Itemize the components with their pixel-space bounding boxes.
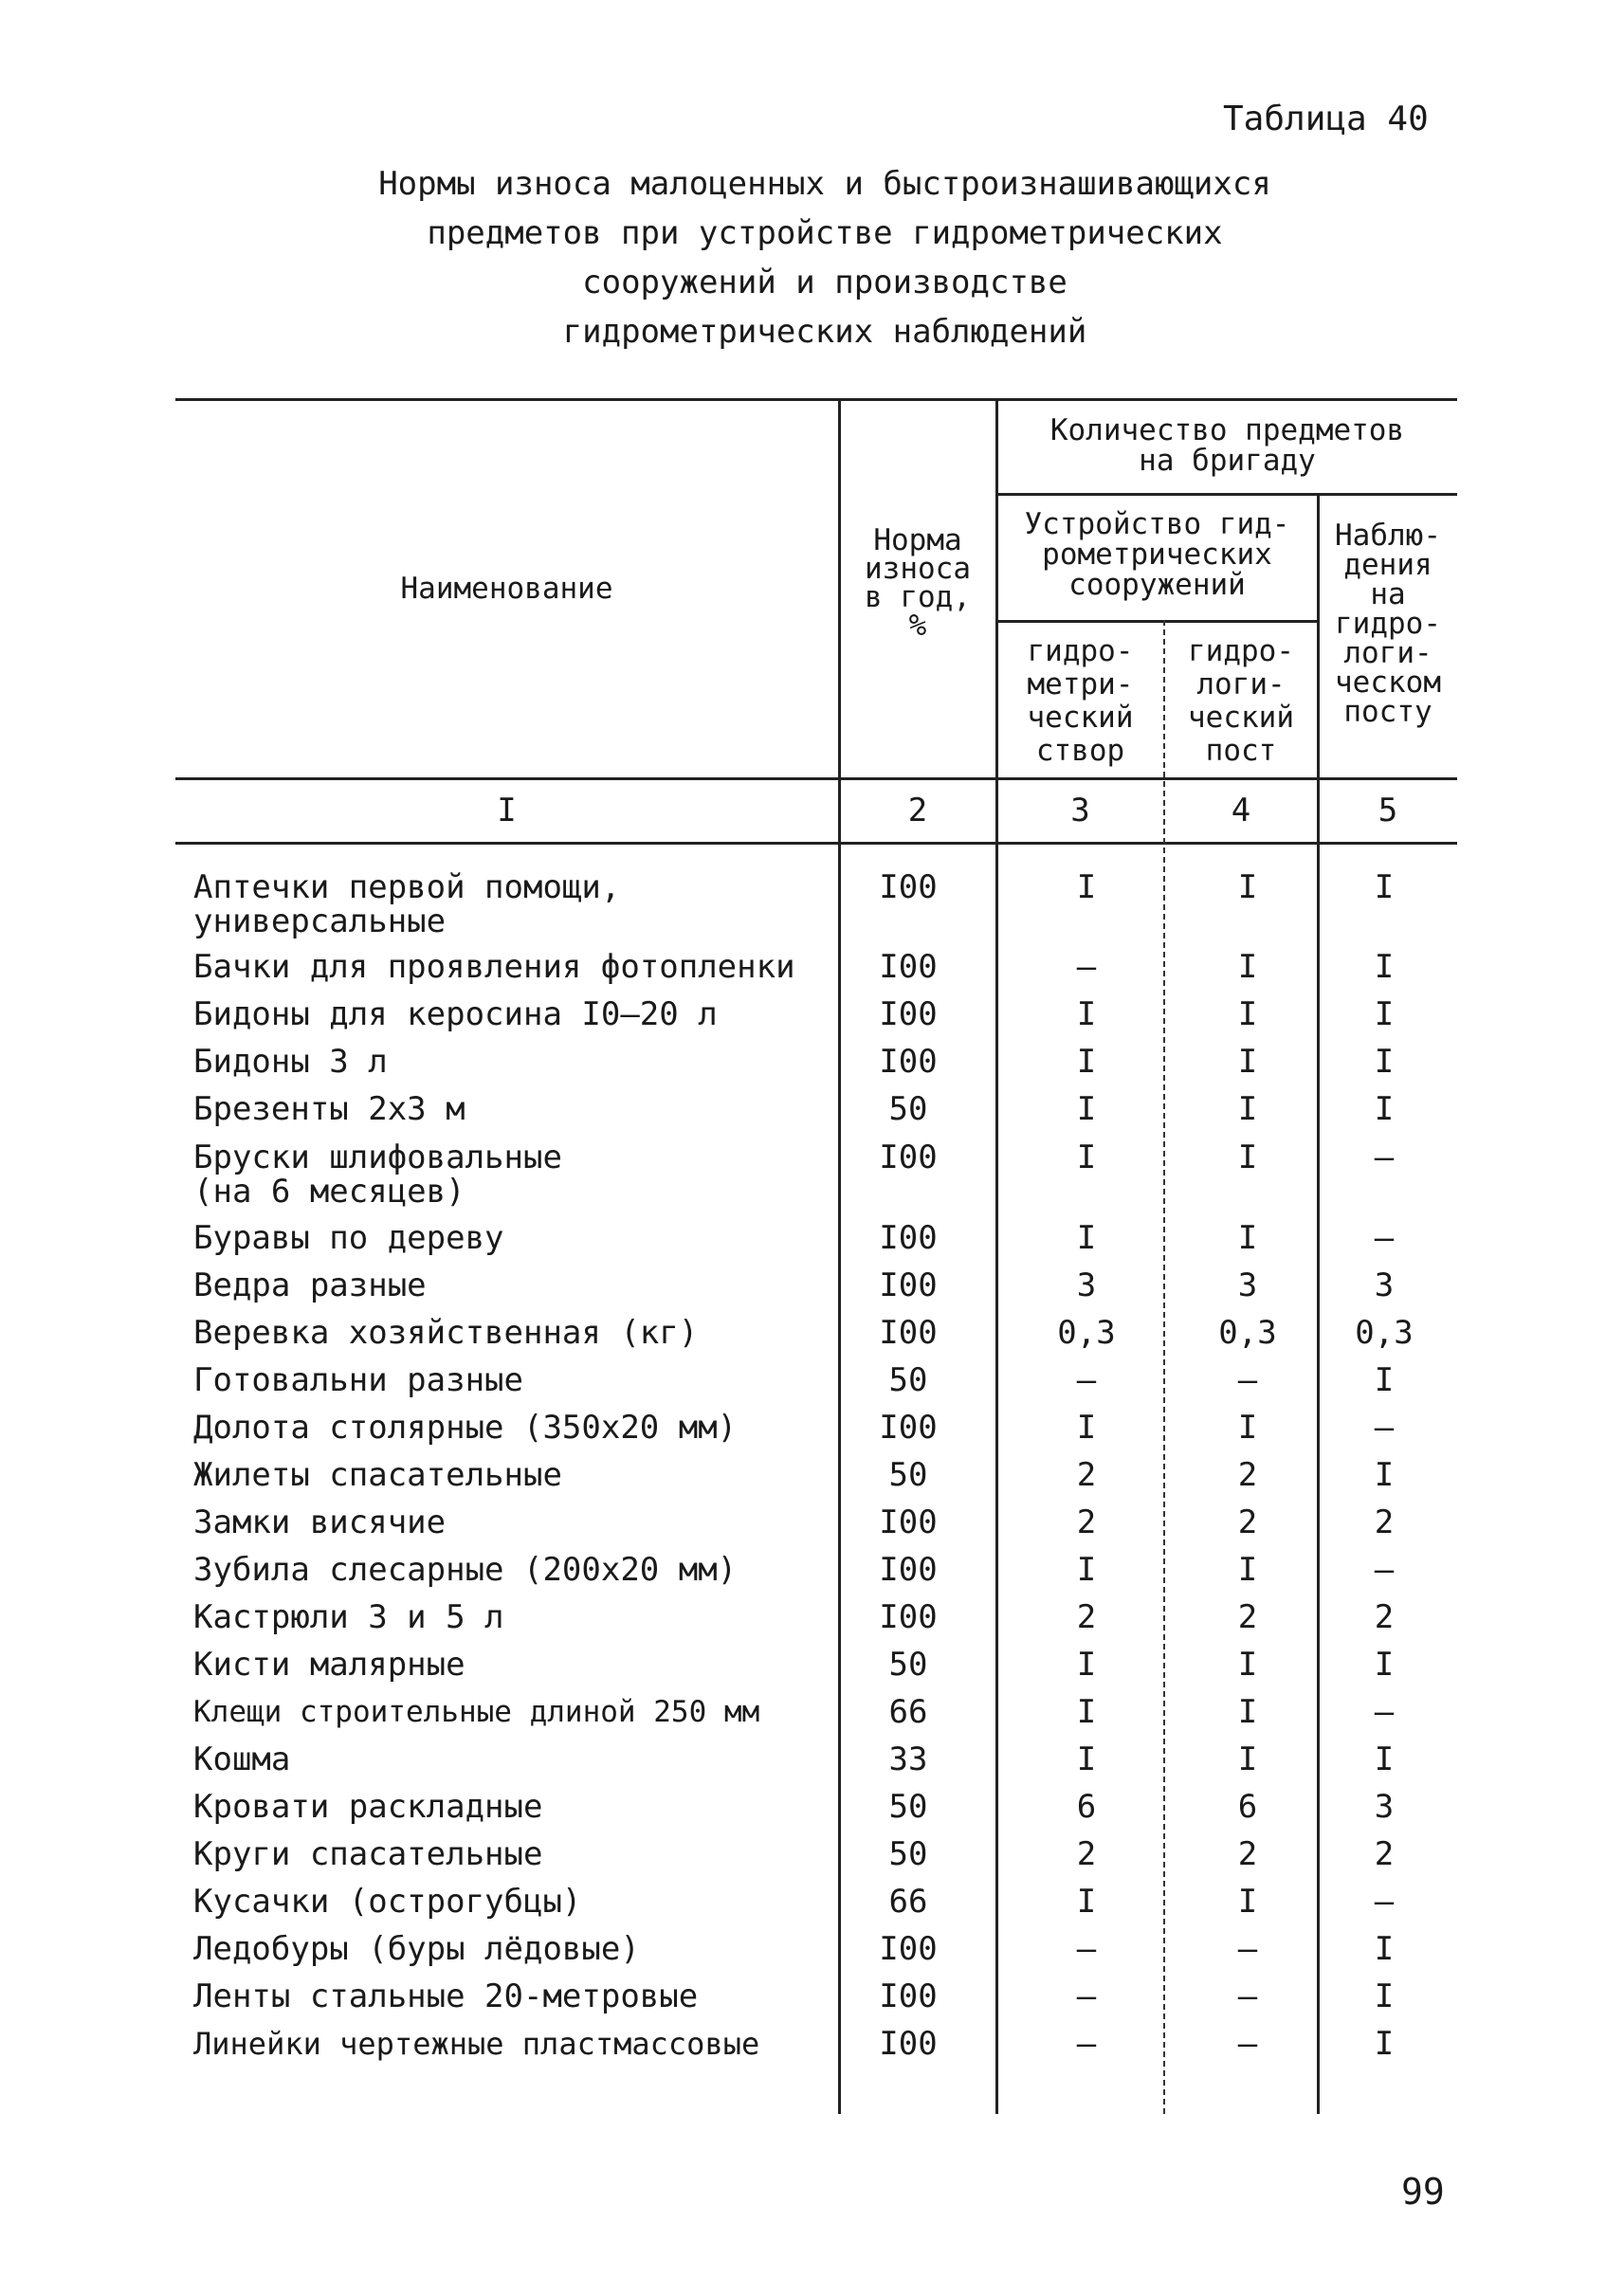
norm-value: 66 <box>888 1883 928 1921</box>
col3-value: – <box>1076 948 1097 986</box>
col4-value: I <box>1237 1740 1258 1778</box>
col5-value: I <box>1374 1090 1395 1128</box>
col3-value: 6 <box>1076 1788 1097 1826</box>
col5-value: I <box>1374 1740 1395 1778</box>
col5-value: 2 <box>1374 1598 1395 1636</box>
col5-value: I <box>1374 2025 1395 2063</box>
col5-value: – <box>1374 1551 1395 1589</box>
title-line: Нормы износа малоценных и быстроизнашивающихся <box>378 165 1271 203</box>
header-name: Наименование <box>400 572 613 606</box>
col3-value: 2 <box>1076 1503 1097 1541</box>
norm-value: I00 <box>879 1266 938 1304</box>
col5-value: I <box>1374 948 1395 986</box>
numbers-bottom-rule <box>175 842 1457 845</box>
norm-value: I00 <box>879 1551 938 1589</box>
item-name: Бидоны для керосина I0–20 л <box>193 995 718 1033</box>
header-bottom-rule <box>175 777 1457 780</box>
col5-value: – <box>1374 1883 1395 1921</box>
norm-value: 50 <box>888 1835 928 1873</box>
col3-value: I <box>1076 1139 1097 1176</box>
item-name: Бруски шлифовальные (на 6 месяцев) <box>193 1139 562 1211</box>
col3-value: I <box>1076 1740 1097 1778</box>
column-number-4: 4 <box>1231 792 1251 829</box>
header-col3: гидро- метри- ческий створ <box>1027 634 1134 768</box>
item-name: Ленты стальные 20-метровые <box>193 1977 699 2015</box>
col4-value: 2 <box>1237 1503 1258 1541</box>
col5-value: 3 <box>1374 1788 1395 1826</box>
norm-value: I00 <box>879 1598 938 1636</box>
col4-value: I <box>1237 1090 1258 1128</box>
norm-value: I00 <box>879 1043 938 1081</box>
item-name: Веревка хозяйственная (кг) <box>193 1314 699 1352</box>
item-name: Линейки чертежные пластмассовые <box>193 2026 760 2062</box>
col5-value: I <box>1374 995 1395 1033</box>
header-observation: Наблю- дения на гидро- логи- ческом посту <box>1335 519 1441 729</box>
col5-value: 0,3 <box>1355 1314 1414 1352</box>
title-line: предметов при устройстве гидрометрических <box>427 214 1223 252</box>
col5-value: I <box>1374 1930 1395 1968</box>
col4-value: I <box>1237 1693 1258 1731</box>
column-number-2: 2 <box>907 792 928 829</box>
norm-value: 50 <box>888 1090 928 1128</box>
norm-value: 50 <box>888 1788 928 1826</box>
col3-value: – <box>1076 1361 1097 1399</box>
col4-value: – <box>1237 1930 1258 1968</box>
item-name: Кусачки (острогубцы) <box>193 1883 582 1921</box>
col4-value: – <box>1237 1977 1258 2015</box>
col4-value: 6 <box>1237 1788 1258 1826</box>
norm-value: I00 <box>879 1139 938 1176</box>
norm-value: I00 <box>879 1503 938 1541</box>
col4-value: I <box>1237 1646 1258 1684</box>
col3-value: – <box>1076 1977 1097 2015</box>
col3-value: I <box>1076 1693 1097 1731</box>
col5-value: – <box>1374 1139 1395 1176</box>
item-name: Бачки для проявления фотопленки <box>193 948 795 986</box>
item-name: Бидоны 3 л <box>193 1043 388 1081</box>
header-col4: гидро- логи- ческий пост <box>1188 634 1294 768</box>
col5-value: 2 <box>1374 1503 1395 1541</box>
item-name: Брезенты 2x3 м <box>193 1090 465 1128</box>
norm-value: 33 <box>888 1740 928 1778</box>
page-number: 99 <box>1401 2171 1445 2213</box>
norm-value: I00 <box>879 1314 938 1352</box>
item-name: Готовальни разные <box>193 1361 523 1399</box>
col5-value: I <box>1374 1977 1395 2015</box>
item-name: Ледобуры (буры лёдовые) <box>193 1930 640 1968</box>
norm-value: I00 <box>879 2025 938 2063</box>
col4-value: I <box>1237 995 1258 1033</box>
col3-value: 2 <box>1076 1456 1097 1494</box>
col4-value: I <box>1237 948 1258 986</box>
col4-value: I <box>1237 1219 1258 1257</box>
item-name: Зубила слесарные (200x20 мм) <box>193 1551 738 1589</box>
norm-value: 50 <box>888 1646 928 1684</box>
header-norm: Норма износа в год, % <box>865 523 971 643</box>
col5-value: – <box>1374 1219 1395 1257</box>
col4-value: – <box>1237 1361 1258 1399</box>
col4-value: 2 <box>1237 1598 1258 1636</box>
column-number-3: 3 <box>1070 792 1090 829</box>
col4-value: 3 <box>1237 1266 1258 1304</box>
col5-value: I <box>1374 1456 1395 1494</box>
table-title <box>284 159 1365 356</box>
norm-value: I00 <box>879 1930 938 1968</box>
norm-value: I00 <box>879 1977 938 2015</box>
header-sub-rule-2 <box>997 620 1320 623</box>
item-name: Долота столярные (350x20 мм) <box>193 1409 738 1447</box>
item-name: Аптечки первой помощи, универсальные <box>193 868 621 940</box>
col4-value: I <box>1237 868 1258 906</box>
header-sub-rule <box>997 493 1457 496</box>
col3-value: I <box>1076 1409 1097 1447</box>
item-name: Кровати раскладные <box>193 1788 543 1826</box>
col4-value: – <box>1237 2025 1258 2063</box>
col4-value: I <box>1237 1043 1258 1081</box>
item-name: Жилеты спасательные <box>193 1456 562 1494</box>
norm-value: I00 <box>879 1219 938 1257</box>
col3-value: – <box>1076 2025 1097 2063</box>
col4-value: I <box>1237 1551 1258 1589</box>
col5-value: I <box>1374 868 1395 906</box>
title-line: сооружений и производстве <box>582 264 1067 301</box>
col-divider-1 <box>838 398 841 2114</box>
col3-value: I <box>1076 1219 1097 1257</box>
col4-value: I <box>1237 1409 1258 1447</box>
col3-value: I <box>1076 868 1097 906</box>
norm-value: 50 <box>888 1361 928 1399</box>
col5-value: – <box>1374 1409 1395 1447</box>
norm-value: I00 <box>879 1409 938 1447</box>
col3-value: I <box>1076 1883 1097 1921</box>
col3-value: I <box>1076 995 1097 1033</box>
col4-value: 2 <box>1237 1456 1258 1494</box>
norm-value: 66 <box>888 1693 928 1731</box>
col3-value: I <box>1076 1090 1097 1128</box>
col3-value: 0,3 <box>1057 1314 1116 1352</box>
col5-value: I <box>1374 1646 1395 1684</box>
item-name: Кисти малярные <box>193 1646 465 1684</box>
norm-value: I00 <box>879 995 938 1033</box>
header-construction: Устройство гид- рометрических сооружений <box>1024 507 1290 602</box>
norm-value: I00 <box>879 948 938 986</box>
col3-value: 2 <box>1076 1598 1097 1636</box>
column-number-1: I <box>497 792 517 829</box>
item-name: Кастрюли 3 и 5 л <box>193 1598 504 1636</box>
col4-value: 0,3 <box>1218 1314 1277 1352</box>
item-name: Ведра разные <box>193 1266 427 1304</box>
norm-value: I00 <box>879 868 938 906</box>
item-name: Круги спасательные <box>193 1835 543 1873</box>
col3-value: 2 <box>1076 1835 1097 1873</box>
col4-value: I <box>1237 1883 1258 1921</box>
item-name: Клещи строительные длиной 250 мм <box>193 1695 760 1729</box>
item-name: Буравы по дереву <box>193 1219 504 1257</box>
col3-value: I <box>1076 1646 1097 1684</box>
col3-value: 3 <box>1076 1266 1097 1304</box>
table-label: Таблица 40 <box>1223 100 1429 138</box>
column-number-5: 5 <box>1378 792 1398 829</box>
item-name: Замки висячие <box>193 1503 447 1541</box>
table-top-rule <box>175 398 1457 401</box>
col3-value: – <box>1076 1930 1097 1968</box>
col3-value: I <box>1076 1043 1097 1081</box>
title-line: гидрометрических наблюдений <box>562 313 1087 351</box>
col4-value: 2 <box>1237 1835 1258 1873</box>
item-name: Кошма <box>193 1740 291 1778</box>
col5-value: 2 <box>1374 1835 1395 1873</box>
col4-value: I <box>1237 1139 1258 1176</box>
col3-value: I <box>1076 1551 1097 1589</box>
col5-value: – <box>1374 1693 1395 1731</box>
col5-value: I <box>1374 1361 1395 1399</box>
header-quantity: Количество предметов на бригаду <box>1049 413 1405 478</box>
col5-value: 3 <box>1374 1266 1395 1304</box>
col5-value: I <box>1374 1043 1395 1081</box>
norm-value: 50 <box>888 1456 928 1494</box>
